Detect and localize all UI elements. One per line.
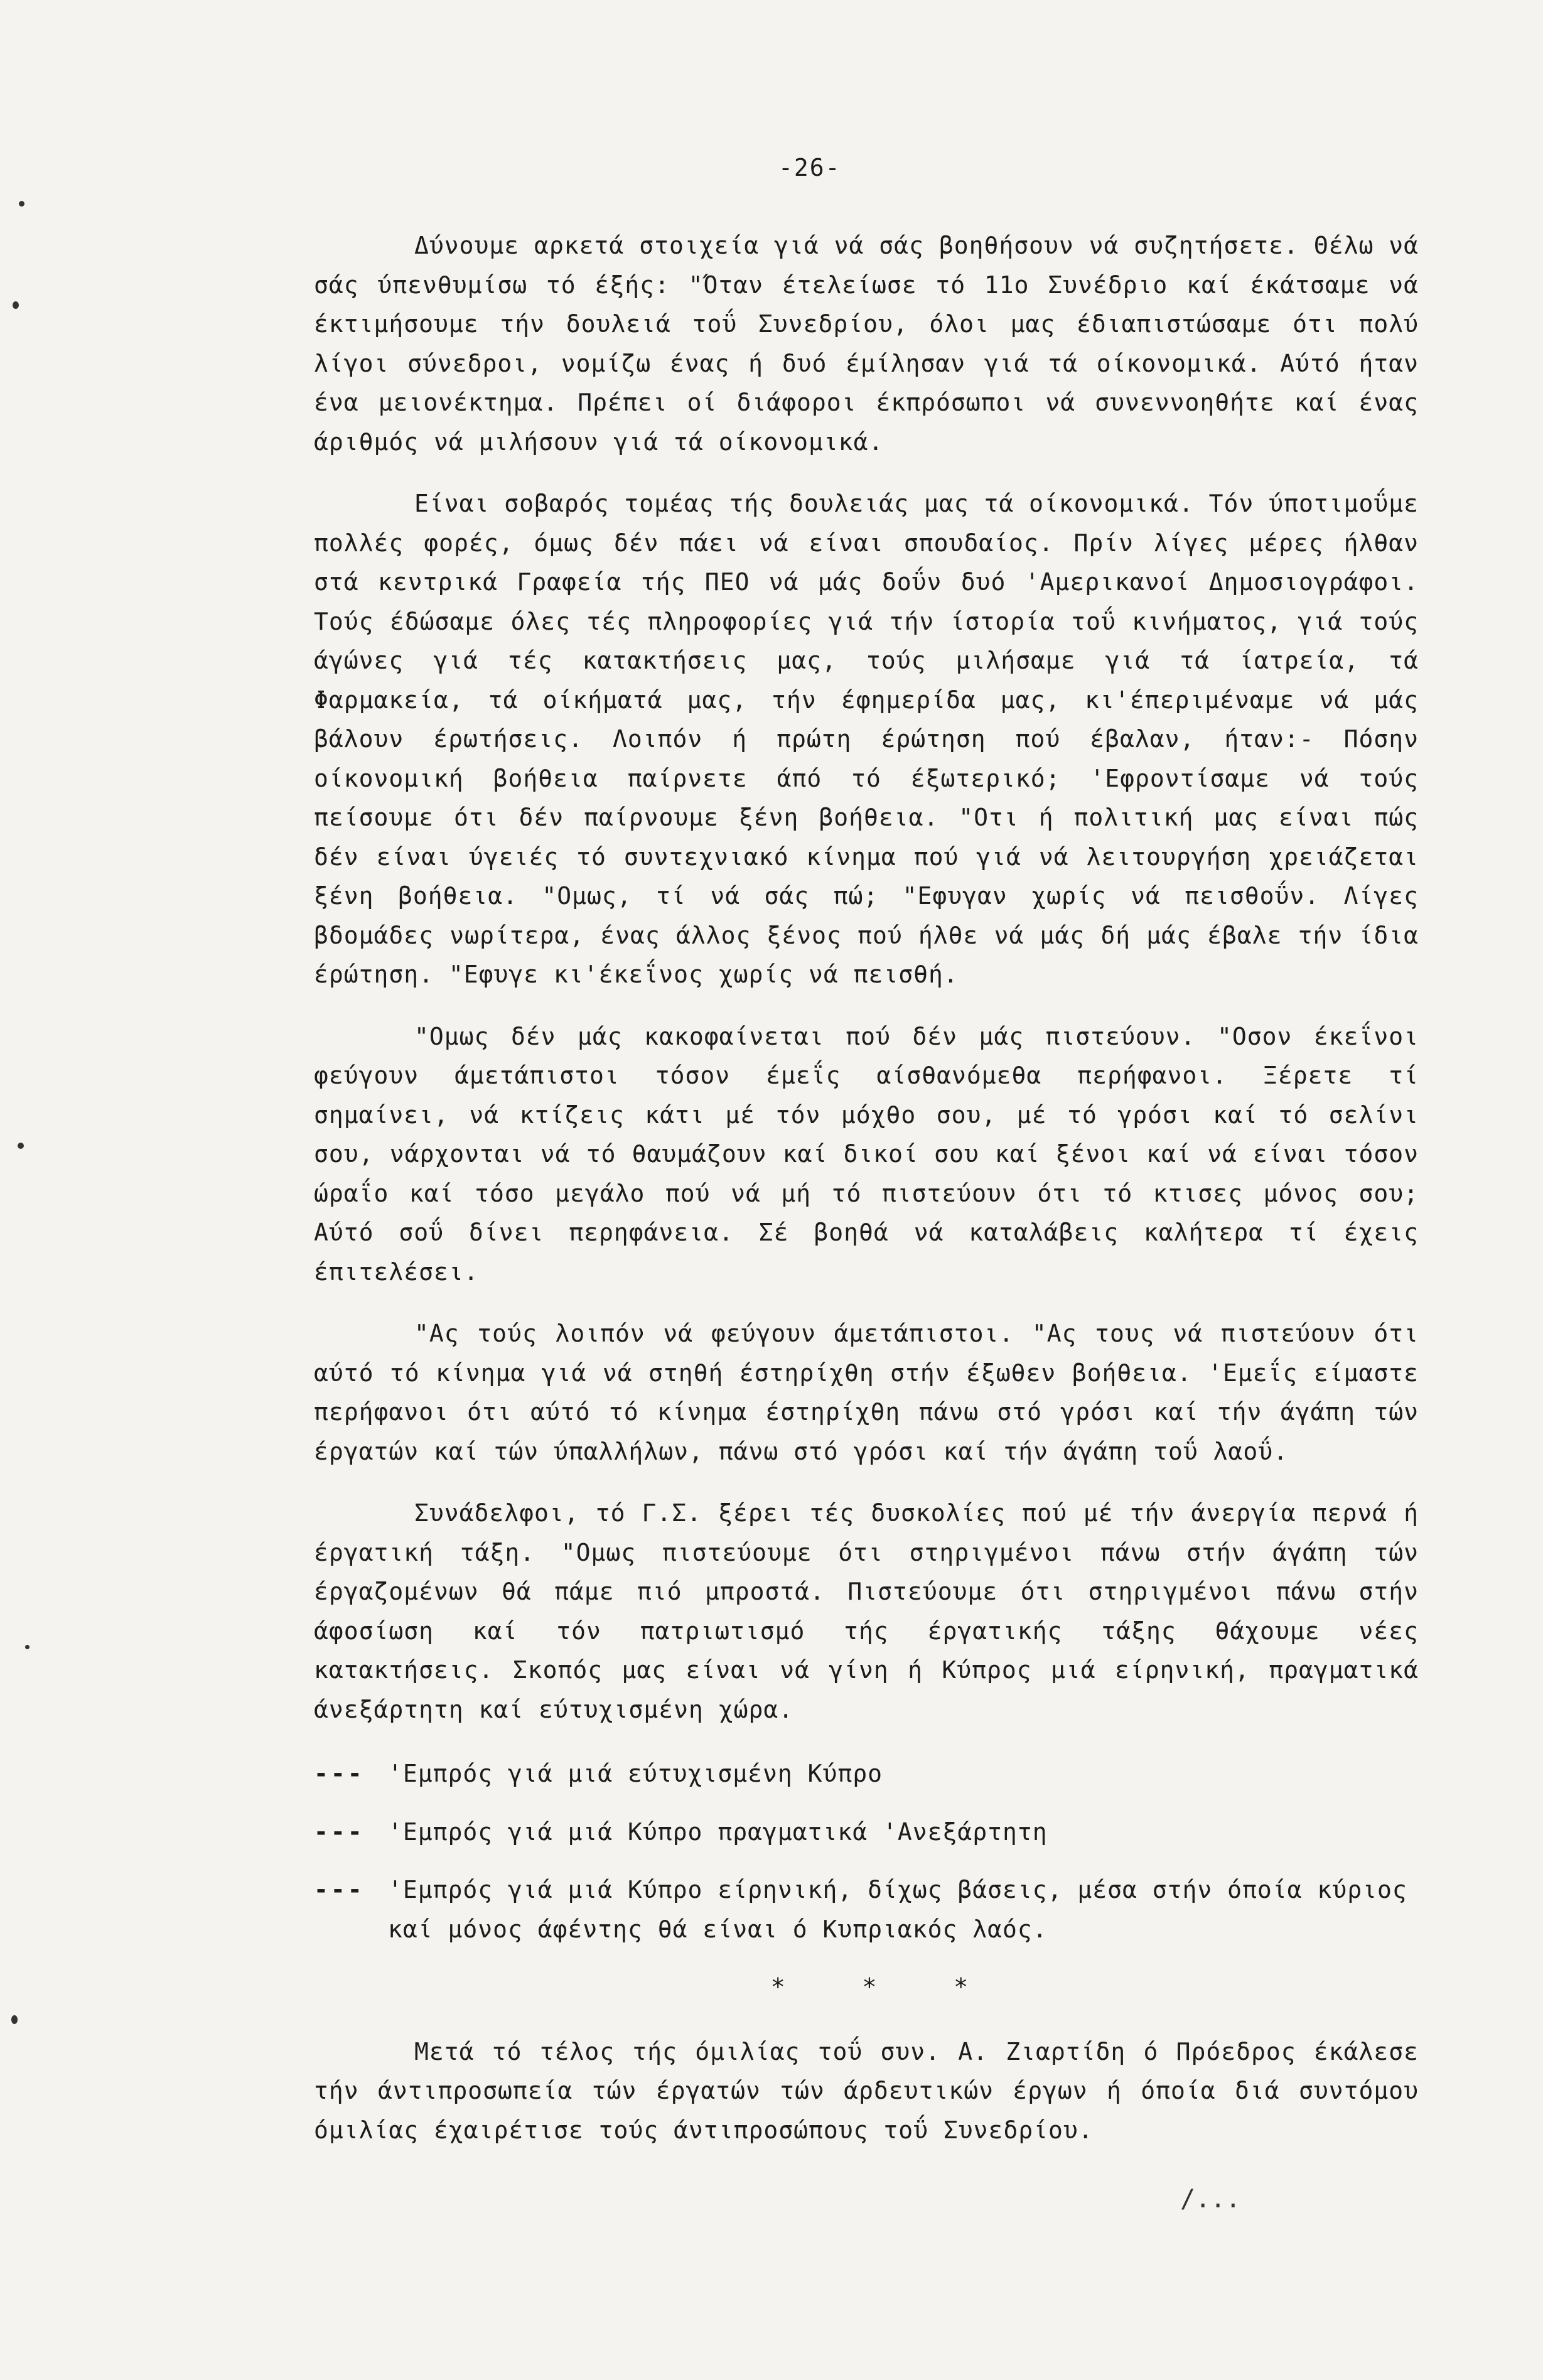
continuation-mark: /... — [1180, 2185, 1241, 2214]
scan-speck — [13, 301, 19, 309]
scan-speck — [11, 2015, 18, 2024]
dash-marker: --- — [314, 1817, 365, 1846]
closing-paragraph: Μετά τό τέλος τής όμιλίας τοΰ συν. Α. Ζιαρτίδη ό Πρόεδρος έκάλεσε τήν άντιπροσωπεία τών έργατών τών άρδευτικών έργων ή όποία διά συντόμου όμιλίας έχαιρέτισε τούς άντιπροσώπους τοΰ Συνεδρίου. — [314, 2037, 1419, 2144]
scan-speck — [19, 201, 24, 207]
dash-marker: --- — [314, 1760, 365, 1787]
paragraph: "Ομως δέν μάς κακοφαίνεται πού δέν μάς πιστεύουν. "Οσον έκεΐνοι φεύγουν άμετάπιστοι τόσον έμεΐς αίσθανόμεθα περήφανοι. Ξέρετε τί σημαίνει, νά κτίζεις κάτι μέ τόν μόχθο σου, μέ τό γρόσι καί τό σελίνι σου, νάρχονται νά τό θαυμάζουν καί δικοί σου καί ξένοι καί νά είναι τόσον ώραΐο καί τόσο μεγάλο πού νά μή τό πιστεύουν ότι τό κτισες μόνος σου; Αύτό σοΰ δίνει περηφάνεια. Σέ βοηθά νά καταλάβεις καλήτερα τί έχεις έπιτελέσει. — [314, 1022, 1419, 1286]
slogan-text: 'Εμπρός γιά μιά Κύπρο είρηνική, δίχως βάσεις, μέσα στήν όποία κύριος καί μόνος άφέντης θά είναι ό Κυπριακός λαός. — [388, 1876, 1407, 1943]
document-body — [314, 226, 1419, 2172]
slogan-text: 'Εμπρός γιά μιά Κύπρο πραγματικά 'Ανεξάρτητη — [388, 1817, 1048, 1846]
slogan-list — [314, 1754, 1419, 1949]
paragraph: Είναι σοβαρός τομέας τής δουλειάς μας τά οίκονομικά. Τόν ύποτιμοΰμε πολλές φορές, όμως δέν πάει νά είναι σπουδαίος. Πρίν λίγες μέρες ήλθαν στά κεντρικά Γραφεία τής ΠΕΟ νά μάς δοΰν δυό 'Αμερικανοί Δημοσιογράφοι. Τούς έδώσαμε όλες τές πληροφορίες γιά τήν ίστορία τοΰ κινήματος, γιά τούς άγώνες γιά τές κατακτήσεις μας, τούς μιλήσαμε γιά τά ίατρεία, τά Φαρμακεία, τά οίκήματά μας, τήν έφημερίδα μας, κι'έπεριμέναμε νά μάς βάλουν έρωτήσεις. Λοιπόν ή πρώτη έρώτηση πού έβαλαν, ήταν:- Πόσην οίκονομική βοήθεια παίρνετε άπό τό έξωτερικό; 'Εφροντίσαμε νά τούς πείσουμε ότι δέν παίρνουμε ξένη βοήθεια. "Οτι ή πολιτική μας είναι πώς δέν είναι ύγειές τό συντεχνιακό κίνημα πού γιά νά λειτουργήση χρειάζεται ξένη βοήθεια. "Ομως, τί νά σάς πώ; "Εφυγαν χωρίς νά πεισθοΰν. Λίγες βδομάδες νωρίτερα, ένας άλλος ξένος πού ήλθε νά μάς δή μάς έβαλε τήν ίδια έρώτηση. "Εφυγε κι'έκεΐνος χωρίς νά πεισθή. — [314, 490, 1419, 988]
section-separator: * * * — [770, 1973, 1000, 2001]
paragraph: Συνάδελφοι, τό Γ.Σ. ξέρει τές δυσκολίες πού μέ τήν άνεργία περνά ή έργατική τάξη. "Ομως πιστεύουμε ότι στηριγμένοι πάνω στήν άγάπη τών έργαζομένων θά πάμε πιό μπροστά. Πιστεύουμε ότι στηριγμένοι πάνω στήν άφοσίωση καί τόν πατριωτισμό τής έργατικής τάξης θάχουμε νέες κατακτήσεις. Σκοπός μας είναι νά γίνη ή Κύπρος μιά είρηνική, πραγματικά άνεξάρτητη καί εύτυχισμένη χώρα. — [314, 1499, 1419, 1723]
slogan-item — [314, 1754, 1419, 1794]
dash-marker: --- — [314, 1876, 365, 1903]
paragraph: Δύνουμε αρκετά στοιχεία γιά νά σάς βοηθήσουν νά συζητήσετε. Θέλω νά σάς ύπενθυμίσω τό έξής: "Όταν έτελείωσε τό 11ο Συνέδριο καί έκάτσαμε νά έκτιμήσουμε τήν δουλειά τοΰ Συνεδρίου, όλοι μας έδιαπιστώσαμε ότι πολύ λίγοι σύνεδροι, νομίζω ένας ή δυό έμίλησαν γιά τά οίκονομικά. Αύτό ήταν ένα μειονέκτημα. Πρέπει οί διάφοροι έκπρόσωποι νά συνεννοηθήτε καί ένας άριθμός νά μιλήσουν γιά τά οίκονομικά. — [314, 232, 1419, 456]
page-number: -26- — [778, 154, 841, 181]
paragraph: "Ας τούς λοιπόν νά φεύγουν άμετάπιστοι. "Ας τους νά πιστεύουν ότι αύτό τό κίνημα γιά νά στηθή έστηρίχθη στήν έξωθεν βοήθεια. 'Εμεΐς είμαστε περήφανοι ότι αύτό τό κίνημα έστηρίχθη πάνω στό γρόσι καί τήν άγάπη τών έργατών καί τών ύπαλλήλων, πάνω στό γρόσι καί τήν άγάπη τοΰ λαοΰ. — [314, 1320, 1419, 1465]
slogan-text: 'Εμπρός γιά μιά εύτυχισμένη Κύπρο — [388, 1760, 883, 1787]
scan-speck — [25, 1645, 30, 1649]
slogan-item — [314, 1812, 1419, 1852]
scan-speck — [18, 1143, 24, 1149]
slogan-item — [314, 1870, 1419, 1949]
